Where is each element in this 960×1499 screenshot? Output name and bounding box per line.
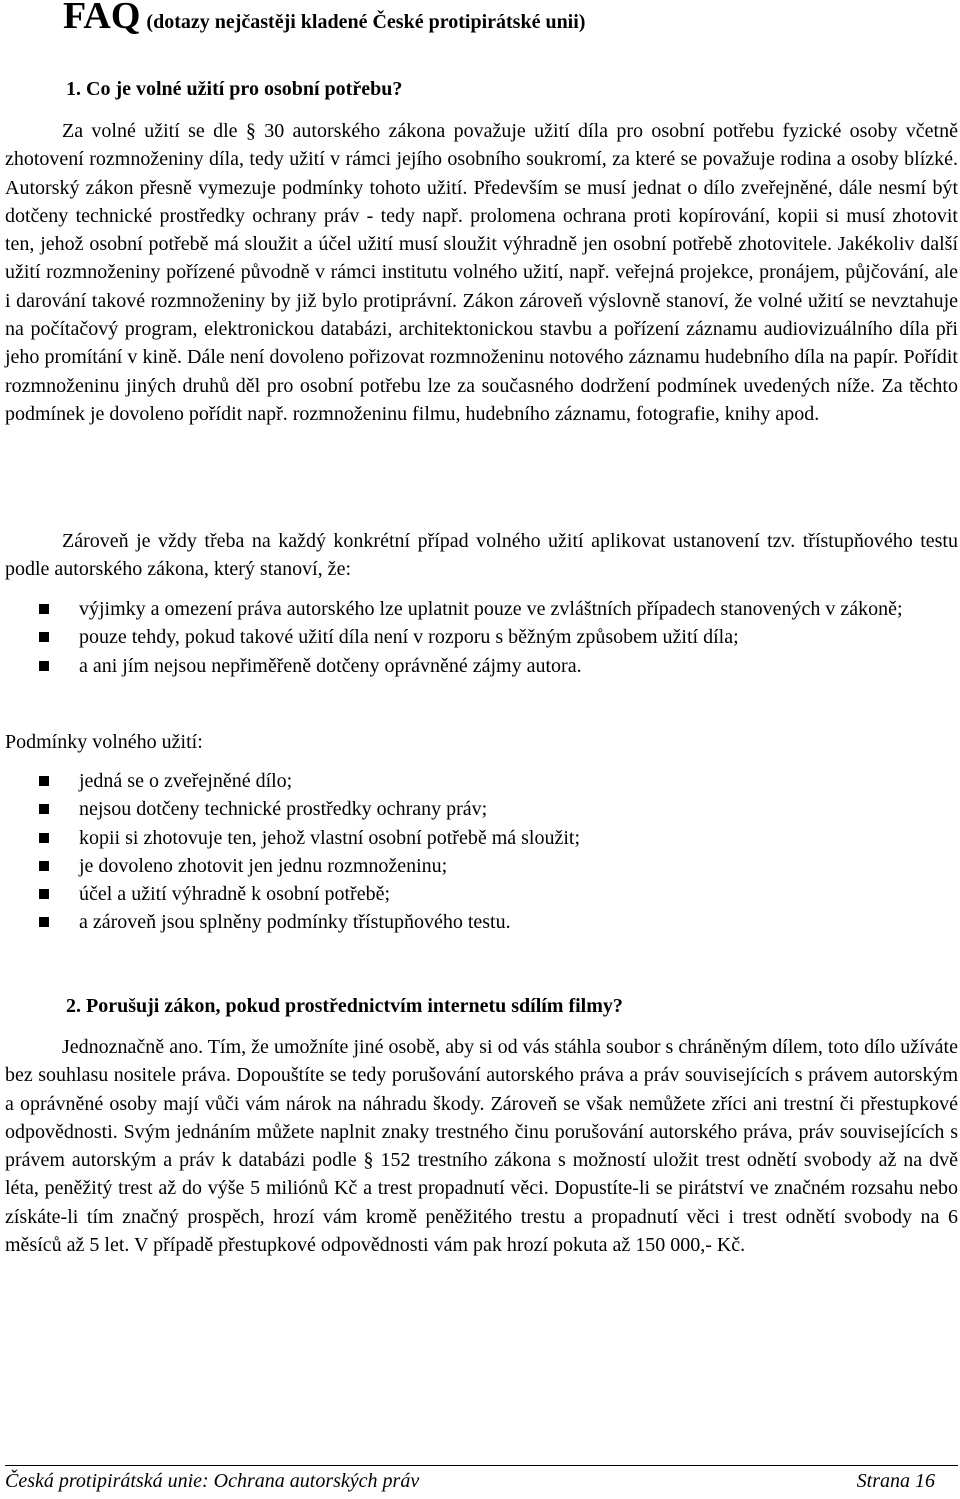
list-item: jedná se o zveřejněné dílo;	[5, 767, 958, 795]
section2-heading: 2. Porušuji zákon, pokud prostřednictvím internetu sdílím filmy?	[66, 995, 623, 1017]
list-item: a ani jím nejsou nepřiměřeně dotčeny oprávněné zájmy autora.	[5, 652, 958, 680]
conditions-label: Podmínky volného užití:	[5, 731, 203, 753]
bullet-square-icon	[39, 776, 49, 786]
list-item: pouze tehdy, pokud takové užití díla není v rozporu s běžným způsobem užití díla;	[5, 623, 958, 651]
list-item: výjimky a omezení práva autorského lze uplatnit pouze ve zvláštních případech stanovených v zákoně;	[5, 595, 958, 623]
conditions-list	[5, 767, 958, 937]
three-step-test-list	[5, 595, 958, 680]
list-item: kopii si zhotovuje ten, jehož vlastní osobní potřebě má sloužit;	[5, 824, 958, 852]
bullet-square-icon	[39, 804, 49, 814]
bullet-square-icon	[39, 861, 49, 871]
footer-left: Česká protipirátská unie: Ochrana autorských práv	[5, 1470, 420, 1492]
page-title	[63, 0, 585, 38]
list-item: a zároveň jsou splněny podmínky třístupňového testu.	[5, 908, 958, 936]
list-item: je dovoleno zhotovit jen jednu rozmnoženinu;	[5, 852, 958, 880]
footer-page-number: Strana 16	[856, 1470, 935, 1492]
bullet-square-icon	[39, 917, 49, 927]
bullet-square-icon	[39, 632, 49, 642]
bullet-square-icon	[39, 604, 49, 614]
section1-heading: 1. Co je volné užití pro osobní potřebu?	[66, 78, 403, 100]
bullet-square-icon	[39, 661, 49, 671]
bullet-square-icon	[39, 889, 49, 899]
page-footer	[5, 1465, 958, 1493]
section2-paragraph1: Jednoznačně ano. Tím, že umožníte jiné osobě, aby si od vás stáhla soubor s chráněným dílem, toto dílo užíváte bez souhlasu nositele práva. Dopouštíte se tedy porušování autorského práva a práv souvisejících s právem autorským a oprávněné osoby mají vůči vám nárok na náhradu škody. Zároveň se však nemůžete zříci ani trestní či přestupkové odpovědnosti. Svým jednáním můžete naplnit znaky trestného činu porušování autorského práva, práv souvisejících s právem autorským a práv k databázi podle § 152 trestního zákona s možností uložit trest odnětí svobody až na dvě léta, peněžitý trest až do výše 5 miliónů Kč a trest propadnutí věci. Dopustíte-li se pirátství ve značném rozsahu nebo získáte-li tím značný prospěch, hrozí vám kromě peněžitého trestu a propadnutí věci i trest odnětí svobody na 6 měsíců až 5 let. V případě přestupkové odpovědnosti vám pak hrozí pokuta až 150 000,- Kč.	[5, 1036, 958, 1257]
title-main: FAQ	[63, 0, 141, 37]
section1-paragraph1: Za volné užití se dle § 30 autorského zákona považuje užití díla pro osobní potřebu fyzické osoby včetně zhotovení rozmnoženiny díla, tedy užití v rámci jejího osobního soukromí, za které se považuje rodina a osoby blízké. Autorský zákon přesně vymezuje podmínky tohoto užití. Především se musí jednat o dílo zveřejněné, dále nesmí být dotčeny technické prostředky ochrany práv - tedy např. prolomena ochrana proti kopírování, kopii si musí zhotovit ten, jehož osobní potřebě má sloužit a účel užití musí sloužit výhradně jen osobní potřebě zhotovitele. Jakékoliv další užití rozmnoženiny pořízené původně v rámci institutu volného užití, např. veřejná projekce, pronájem, půjčování, ale i darování takové rozmnoženiny by již bylo protiprávní. Zákon zároveň výslovně stanoví, že volné užití se nevztahuje na počítačový program, elektronickou databázi, architektonickou stavbu a pořízení záznamu audiovizuálního díla při jeho promítání v kině. Dále není dovoleno pořizovat rozmnoženinu notového záznamu hudebního díla na papír. Pořídit rozmnoženinu jiných druhů děl pro osobní potřebu lze za současného dodržení podmínek uvedených níže. Za těchto podmínek je dovoleno pořídit např. rozmnoženinu filmu, hudebního záznamu, fotografie, knihy apod.	[5, 120, 958, 425]
bullet-square-icon	[39, 833, 49, 843]
section1-paragraph2: Zároveň je vždy třeba na každý konkrétní případ volného užití aplikovat ustanovení tzv. třístupňového testu podle autorského zákona, který stanoví, že:	[5, 530, 958, 581]
list-item: nejsou dotčeny technické prostředky ochrany práv;	[5, 795, 958, 823]
list-item: účel a užití výhradně k osobní potřebě;	[5, 880, 958, 908]
title-subtitle: (dotazy nejčastěji kladené České protipirátské unii)	[146, 11, 586, 33]
